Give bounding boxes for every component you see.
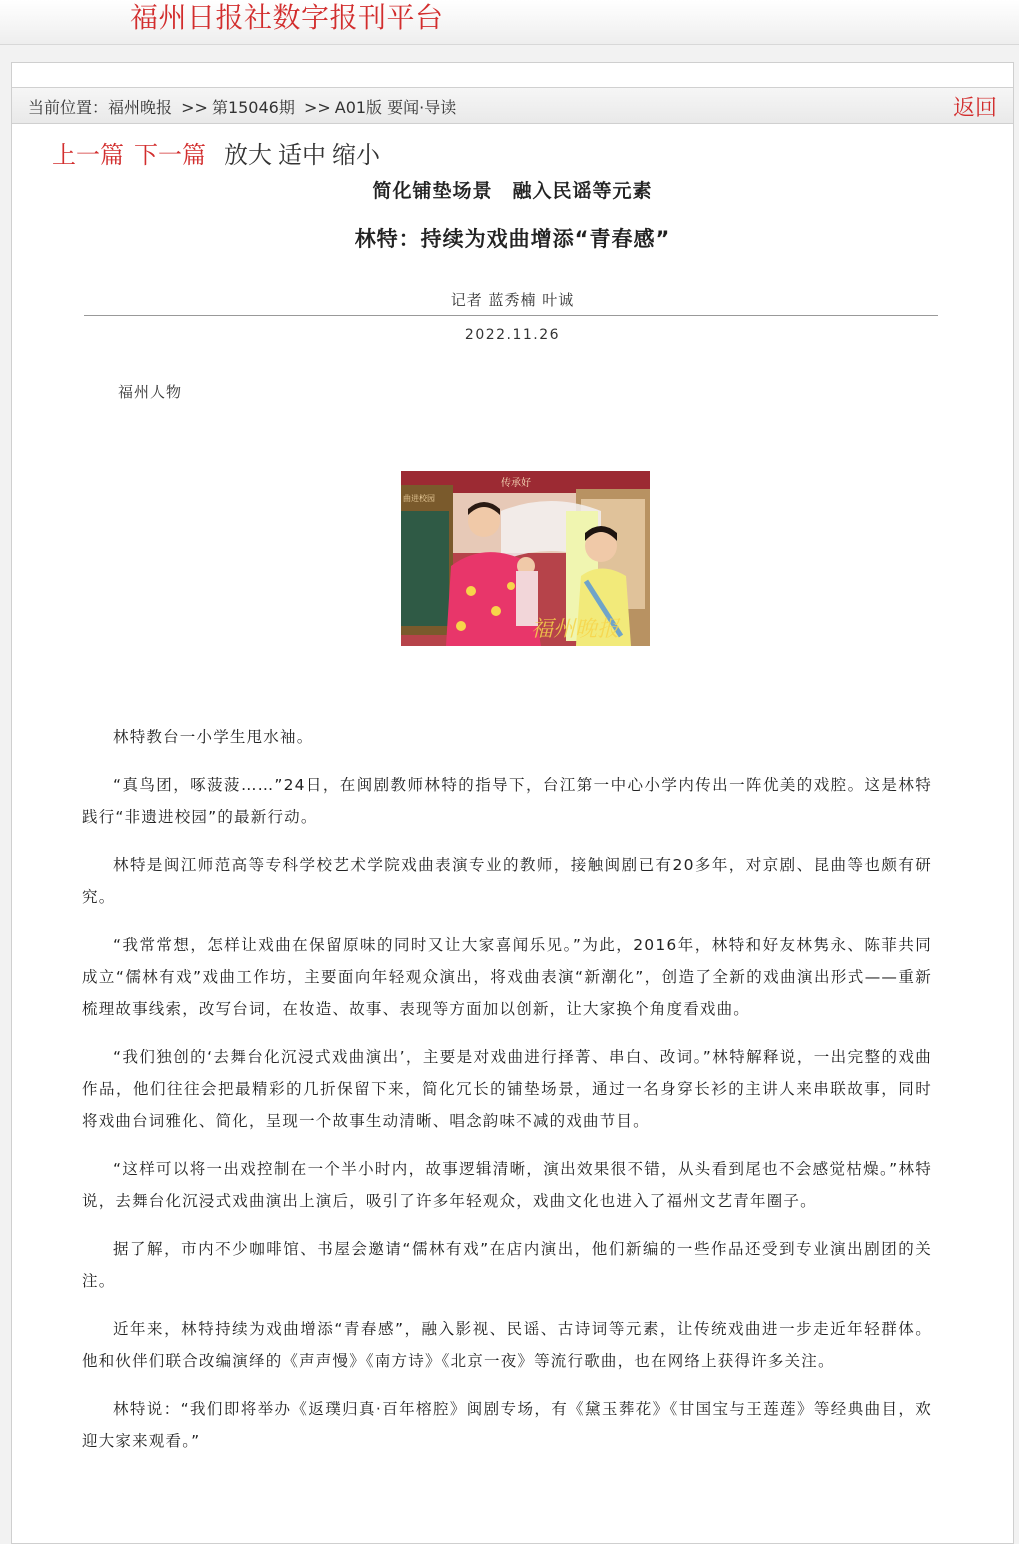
article-paragraph: 林特说：“我们即将举办《返璞归真·百年榕腔》闽剧专场，有《黛玉葬花》《甘国宝与王莲莲》等经典曲目，欢迎大家来观看。” [82, 1400, 932, 1450]
article-paragraph: “这样可以将一出戏控制在一个半小时内，故事逻辑清晰，演出效果很不错，从头看到尾也不会感觉枯燥。”林特说，去舞台化沉浸式戏曲演出上演后，吸引了许多年轻观众，戏曲文化也进入了福州文艺青年圈子。 [82, 1160, 932, 1210]
article-paragraph: 林特教台一小学生甩水袖。 [113, 728, 314, 746]
article-section: 福州人物 [118, 383, 183, 401]
breadcrumb-separator: >> [303, 98, 331, 117]
zoom-in-button[interactable]: 放大 [224, 141, 272, 169]
divider [84, 315, 938, 316]
zoom-fit-button[interactable]: 适中 [278, 141, 326, 169]
breadcrumb-bar [12, 87, 1013, 124]
content-frame [11, 62, 1014, 1544]
breadcrumb-paper[interactable]: 福州晚报 [108, 98, 173, 117]
article-paragraph: “我们独创的‘去舞台化沉浸式戏曲演出’，主要是对戏曲进行择菁、串白、改词。”林特解释说，一出完整的戏曲作品，他们往往会把最精彩的几折保留下来，简化冗长的铺垫场景，通过一名身穿长衫的主讲人来串联故事，同时将戏曲台词雅化、简化，呈现一个故事生动清晰、唱念韵味不减的戏曲节目。 [82, 1048, 932, 1130]
article-date: 2022.11.26 [464, 327, 561, 343]
article-paragraph: 近年来，林特持续为戏曲增添“青春感”，融入影视、民谣、古诗词等元素，让传统戏曲进一步走近年轻群体。他和伙伴们联合改编演绎的《声声慢》《南方诗》《北京一夜》等流行歌曲，也在网络上获得许多关注。 [82, 1320, 932, 1370]
breadcrumb-page[interactable]: A01版 要闻·导读 [334, 98, 457, 117]
article-byline: 记者 蓝秀楠 叶诚 [450, 291, 575, 309]
article-title: 林特：持续为戏曲增添“青春感” [354, 227, 671, 251]
breadcrumb-issue[interactable]: 第15046期 [211, 98, 295, 117]
photo-banner-text: 曲进校园 [403, 494, 435, 503]
article-photo[interactable] [401, 471, 650, 646]
article-body [82, 721, 932, 1473]
site-title[interactable]: 福州日报社数字报刊平台 [130, 1, 444, 34]
photo-board-text: 传承好 [501, 478, 531, 489]
photo-watermark: 福州晚报 [531, 617, 620, 642]
back-button[interactable]: 返回 [952, 96, 997, 121]
article-paragraph: “真鸟团，啄菠菠……”24日，在闽剧教师林特的指导下，台江第一中心小学内传出一阵优美的戏腔。这是林特践行“非遗进校园”的最新行动。 [82, 776, 932, 826]
article-paragraph: “我常常想，怎样让戏曲在保留原味的同时又让大家喜闻乐见。”为此，2016年，林特和好友林隽永、陈菲共同成立“儒林有戏”戏曲工作坊，主要面向年轻观众演出，将戏曲表演“新潮化”，创造了全新的戏曲演出形式——重新梳理故事线索，改写台词，在妆造、故事、表现等方面加以创新，让大家换个角度看戏曲。 [82, 936, 932, 1018]
article-subtitle: 简化铺垫场景 融入民谣等元素 [372, 180, 653, 202]
breadcrumb-separator: >> [181, 98, 208, 117]
breadcrumb-prefix: 当前位置： [28, 98, 109, 117]
next-article-link[interactable]: 下一篇 [134, 141, 206, 169]
article-paragraph: 据了解，市内不少咖啡馆、书屋会邀请“儒林有戏”在店内演出，他们新编的一些作品还受到专业演出剧团的关注。 [82, 1240, 932, 1290]
article-toolbar [52, 135, 386, 170]
article-paragraph: 林特是闽江师范高等专科学校艺术学院戏曲表演专业的教师，接触闽剧已有20多年，对京剧、昆曲等也颇有研究。 [82, 856, 932, 906]
zoom-out-button[interactable]: 缩小 [332, 141, 380, 169]
prev-article-link[interactable]: 上一篇 [52, 141, 124, 169]
site-header [0, 0, 1019, 45]
breadcrumb [28, 95, 456, 118]
